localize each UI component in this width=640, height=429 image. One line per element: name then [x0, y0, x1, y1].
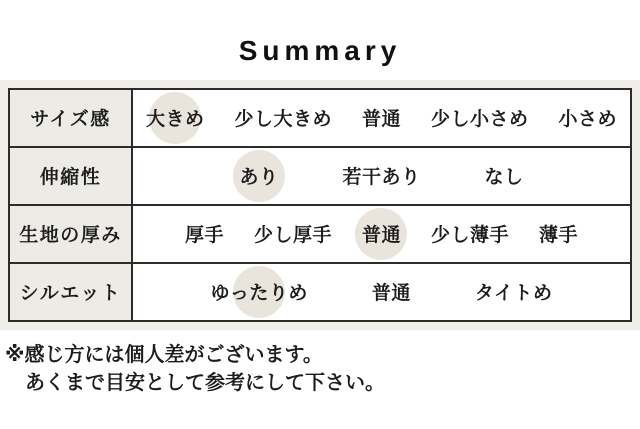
- option-selected: 普通: [362, 220, 401, 247]
- summary-table: [8, 88, 632, 322]
- option: 少し薄手: [431, 225, 510, 247]
- option: 少し小さめ: [431, 109, 529, 131]
- footnote-line-1: ※感じ方には個人差がございます。: [5, 343, 323, 366]
- option: 普通: [371, 283, 411, 305]
- option: なし: [484, 167, 524, 189]
- option-selected: ゆったりめ: [211, 278, 308, 305]
- row-label: サイズ感: [10, 90, 133, 146]
- table-row: [10, 204, 630, 262]
- option: 普通: [361, 109, 401, 131]
- row-label: 生地の厚み: [10, 206, 133, 262]
- option: 厚手: [184, 225, 224, 247]
- option: 小さめ: [558, 109, 618, 131]
- page-title: Summary: [238, 35, 402, 66]
- option: タイトめ: [474, 283, 553, 305]
- row-options: [133, 90, 630, 146]
- row-options: [133, 148, 630, 204]
- option-selected: あり: [239, 162, 278, 189]
- table-row: [10, 262, 630, 320]
- row-label: 伸縮性: [10, 148, 133, 204]
- row-options: [133, 206, 630, 262]
- option-selected: 大きめ: [146, 104, 205, 131]
- summary-panel: [0, 80, 640, 330]
- option: 少し厚手: [253, 225, 332, 247]
- option: 少し大きめ: [234, 109, 332, 131]
- footnote: [5, 341, 640, 397]
- row-label: シルエット: [10, 264, 133, 320]
- option: 薄手: [539, 225, 579, 247]
- footnote-line-2: あくまで目安として参考にして下さい。: [25, 371, 385, 394]
- table-row: [10, 146, 630, 204]
- row-options: [133, 264, 630, 320]
- option: 若干あり: [342, 167, 421, 189]
- table-row: [10, 90, 630, 146]
